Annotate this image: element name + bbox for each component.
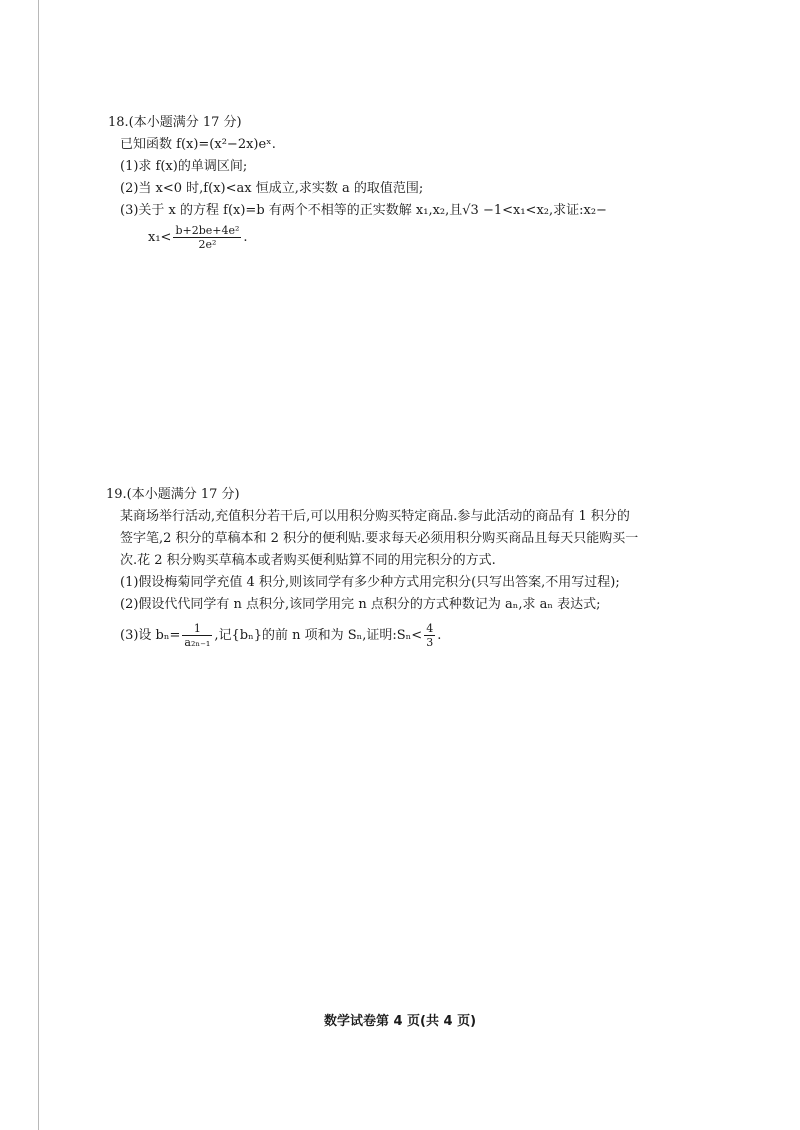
problem-18: [108, 112, 607, 251]
problem-19-stem-line-1: 某商场举行活动,充值积分若干后,可以用积分购买特定商品.参与此活动的商品有 1 积分的: [120, 509, 630, 524]
problem-18-part-1: (1)求 f(x)的单调区间;: [120, 159, 248, 174]
page-footer: 数学试卷第 4 页(共 4 页): [323, 1014, 477, 1029]
fraction-numerator: 1: [182, 622, 212, 636]
problem-19-stem-line-3: 次.花 2 积分购买草稿本或者购买便利贴算不同的用完积分的方式.: [120, 553, 496, 568]
binding-margin-line: [38, 0, 39, 1130]
fraction-denominator: 3: [426, 636, 434, 649]
problem-18-part-3-end: .: [243, 230, 248, 245]
problem-18-part-3-line-2: [108, 224, 607, 251]
problem-19-part-3-fraction-1: [182, 622, 212, 649]
problem-18-part-3-fraction: [173, 224, 241, 251]
problem-18-part-3-line-1: (3)关于 x 的方程 f(x)=b 有两个不相等的正实数解 x₁,x₂,且√3 −1<x₁<x₂,求证:x₂−: [120, 203, 607, 218]
fraction-denominator: 2e²: [198, 238, 217, 251]
problem-19-part-3-end: .: [437, 628, 442, 643]
problem-19-header: 19.(本小题满分 17 分): [106, 487, 240, 502]
problem-19-part-2: (2)假设代代同学有 n 点积分,该同学用完 n 点积分的方式种数记为 aₙ,求 aₙ 表达式;: [120, 597, 601, 612]
problem-19-part-3-fraction-2: [424, 622, 435, 649]
problem-19-stem-line-2: 签字笔,2 积分的草稿本和 2 积分的便利贴.要求每天必须用积分购买商品且每天只能购买一: [120, 531, 639, 546]
problem-19-part-3: [106, 622, 638, 649]
problem-18-stem: 已知函数 f(x)=(x²−2x)eˣ.: [120, 137, 276, 152]
problem-19-part-3-pre: (3)设 bₙ=: [120, 628, 181, 643]
problem-18-part-3-lhs: x₁<: [148, 230, 172, 245]
problem-18-part-2: (2)当 x<0 时,f(x)<ax 恒成立,求实数 a 的取值范围;: [120, 181, 424, 196]
fraction-denominator: a₂ₙ₋₁: [184, 636, 211, 649]
fraction-numerator: b+2be+4e²: [175, 224, 240, 237]
problem-18-header: 18.(本小题满分 17 分): [108, 115, 242, 130]
fraction-numerator: 4: [426, 622, 434, 635]
problem-19-part-3-mid: ,记{bₙ}的前 n 项和为 Sₙ,证明:Sₙ<: [214, 628, 423, 643]
problem-19-part-1: (1)假设梅菊同学充值 4 积分,则该同学有多少种方式用完积分(只写出答案,不用写过程);: [120, 575, 620, 590]
problem-19: [106, 484, 638, 649]
